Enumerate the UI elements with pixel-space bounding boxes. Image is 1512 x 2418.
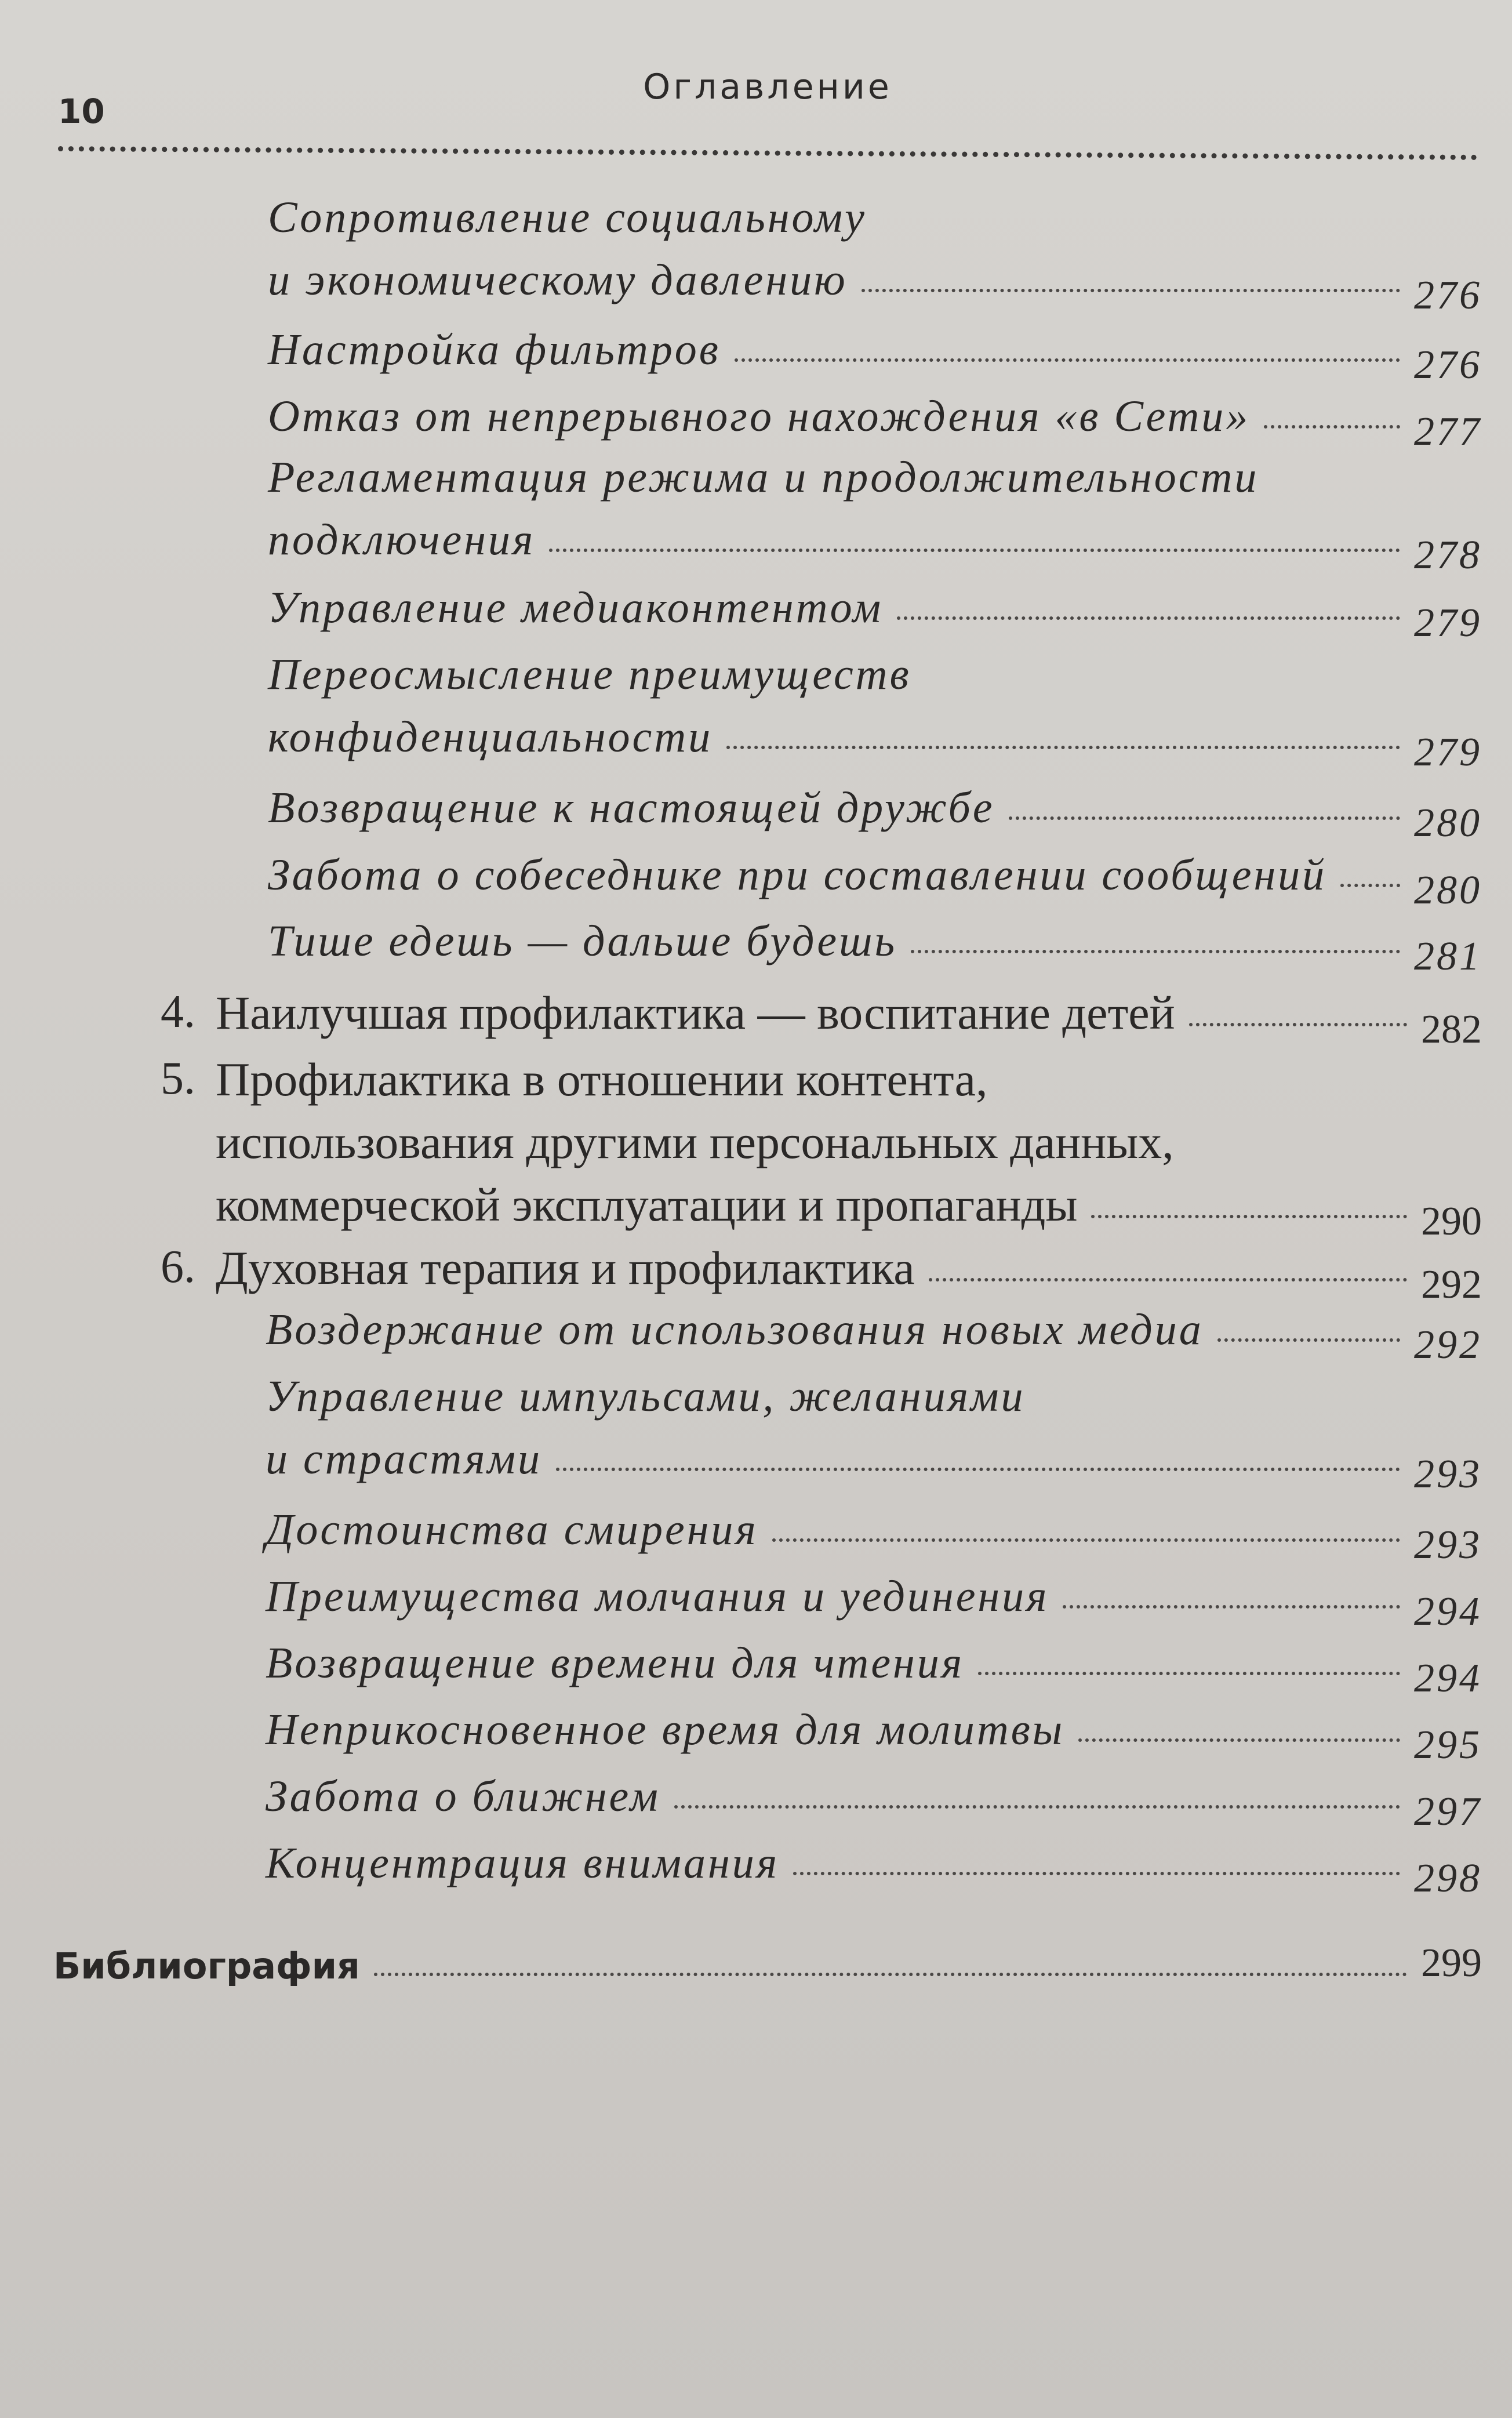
toc-entry (266, 1505, 1482, 1567)
toc-page-number: 278 (1414, 533, 1482, 578)
dot-leader (862, 289, 1400, 292)
dot-leader (1063, 1605, 1400, 1609)
dot-leader (726, 746, 1400, 749)
dot-leader (549, 549, 1400, 552)
toc-entry-text: Возвращение к настоящей дружбе (268, 783, 995, 832)
toc-entry-text: Духовная терапия и профилактика (216, 1241, 915, 1294)
toc-page-number: 297 (1414, 1789, 1482, 1834)
toc-entry-text: конфиденциальности (268, 713, 713, 761)
dot-leader (911, 950, 1400, 953)
toc-entry-number: 4. (161, 986, 195, 1037)
dot-leader (793, 1872, 1400, 1875)
toc-entry-text: Библиография (53, 1945, 360, 1987)
toc-entry-text: Достоинства смирения (266, 1505, 758, 1554)
toc-entry-text: и страстями (266, 1435, 542, 1483)
toc-page-number: 292 (1421, 1262, 1482, 1307)
toc-page-number: 292 (1414, 1323, 1482, 1367)
toc-entry (266, 1305, 1482, 1367)
toc-entry (268, 783, 1482, 845)
toc-entry-text: Тише едешь — дальше будешь (268, 917, 897, 965)
toc-entry (268, 850, 1482, 913)
toc-entry (268, 916, 1482, 979)
toc-page-number: 277 (1414, 409, 1482, 454)
dot-leader (772, 1538, 1400, 1542)
dotted-header-rule (58, 146, 1477, 160)
toc-entry (268, 583, 1482, 645)
toc-entry-text: Регламентация режима и продолжительности (268, 453, 1259, 502)
toc-page-number: 294 (1414, 1589, 1482, 1634)
toc-entry-number: 5. (161, 1053, 195, 1104)
toc-entry (266, 1771, 1482, 1834)
dot-leader (1217, 1338, 1400, 1342)
toc-entry-text: Настройка фильтров (268, 325, 721, 374)
dot-leader (929, 1278, 1407, 1281)
toc-page-number: 290 (1421, 1199, 1482, 1244)
dot-leader (1009, 816, 1400, 820)
toc-entry-text: Наилучшая профилактика — воспитание детей (216, 986, 1175, 1039)
toc-entry-bibliography (53, 1943, 1482, 1989)
dot-leader (1091, 1215, 1407, 1218)
toc-page-number: 299 (1421, 1941, 1482, 1985)
toc-entry-text: Преимущества молчания и уединения (266, 1572, 1049, 1621)
toc-page-number: 293 (1414, 1523, 1482, 1567)
dot-leader (374, 1973, 1407, 1976)
toc-page-number: 276 (1414, 273, 1482, 318)
dot-leader (556, 1468, 1400, 1471)
toc-entry-text: Концентрация внимания (266, 1839, 780, 1887)
toc-page-number: 294 (1414, 1656, 1482, 1701)
toc-entry-text: Неприкосновенное время для молитвы (266, 1705, 1065, 1754)
toc-page-number: 295 (1414, 1723, 1482, 1767)
toc-entry-text: Забота о собеседнике при составлении сообщений (268, 851, 1327, 899)
toc-page-number: 279 (1414, 601, 1482, 645)
toc-page-number: 280 (1414, 801, 1482, 845)
toc-entry (266, 1571, 1482, 1634)
toc-entry (268, 193, 1482, 318)
toc-entry (268, 325, 1482, 387)
dot-leader (735, 358, 1400, 362)
toc-page-number: 280 (1414, 868, 1482, 913)
toc-entry (268, 391, 1482, 454)
toc-entry-text: Возвращение времени для чтения (266, 1639, 965, 1687)
toc-entry (161, 1052, 1482, 1244)
toc-entry-text: Отказ от непрерывного нахождения «в Сети» (268, 392, 1251, 441)
running-title: Оглавление (643, 67, 892, 107)
dot-leader (674, 1805, 1400, 1809)
toc-entry-text: Забота о ближнем (266, 1772, 660, 1821)
toc-entry-text: использования другими персональных данных, (216, 1116, 1174, 1168)
toc-entry (266, 1838, 1482, 1901)
dot-leader (897, 616, 1400, 620)
toc-entry-text: подключения (268, 515, 536, 564)
toc-entry-text: Управление импульсами, желаниями (266, 1372, 1026, 1421)
dot-leader (1078, 1738, 1400, 1742)
dot-leader (978, 1672, 1400, 1675)
toc-entry (266, 1371, 1482, 1497)
toc-entry-text: и экономическому давлению (268, 256, 848, 304)
toc-entry-text: Сопротивление социальному (268, 193, 867, 242)
toc-page-number: 281 (1414, 934, 1482, 979)
toc-entry-text: коммерческой эксплуатации и пропаганды (216, 1178, 1078, 1231)
toc-entry-text: Переосмысление преимуществ (268, 650, 911, 699)
toc-page-number: 276 (1414, 343, 1482, 387)
toc-entry-text: Воздержание от использования новых медиа (266, 1305, 1204, 1354)
toc-entry (161, 986, 1482, 1052)
toc-entry-text: Управление медиаконтентом (268, 583, 884, 632)
toc-page-number: 293 (1414, 1452, 1482, 1497)
toc-entry (268, 452, 1482, 578)
toc-entry-text: Профилактика в отношении контента, (216, 1053, 988, 1106)
toc-page-number: 282 (1421, 1007, 1482, 1052)
toc-page-number: 298 (1414, 1856, 1482, 1901)
toc-entry (268, 649, 1482, 775)
toc-page-number: 279 (1414, 730, 1482, 775)
page-number: 10 (58, 92, 105, 131)
dot-leader (1264, 425, 1400, 429)
dot-leader (1340, 884, 1400, 887)
page-header (58, 58, 1477, 174)
dot-leader (1189, 1023, 1407, 1026)
toc-entry (266, 1705, 1482, 1767)
toc-entry-number: 6. (161, 1241, 195, 1292)
toc-entry (161, 1241, 1482, 1307)
toc-entry (266, 1638, 1482, 1701)
